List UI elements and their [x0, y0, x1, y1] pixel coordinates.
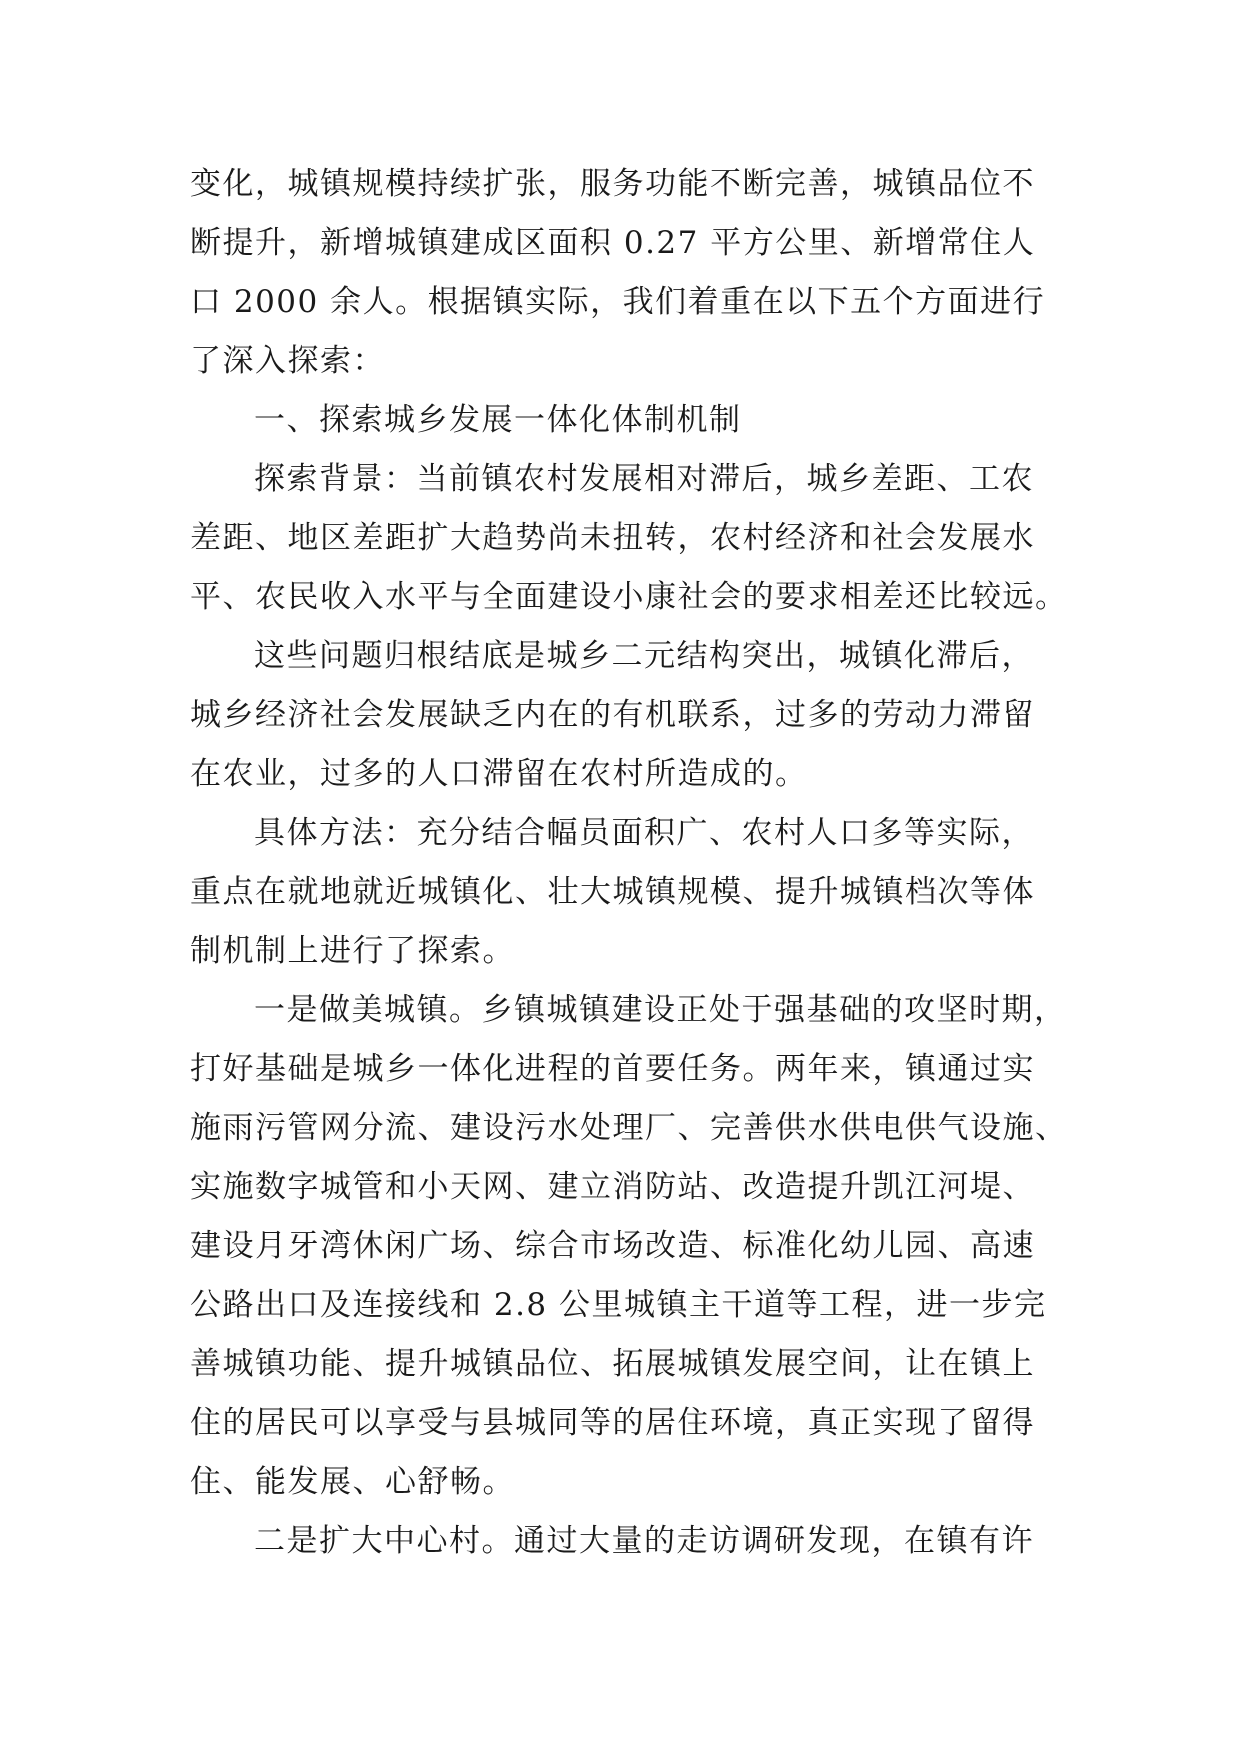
text-line: 重点在就地就近城镇化、壮大城镇规模、提升城镇档次等体: [190, 874, 1035, 910]
text-line: 实施数字城管和小天网、建立消防站、改造提升凯江河堤、: [190, 1169, 1035, 1205]
text-line: 在农业，过多的人口滞留在农村所造成的。: [190, 756, 808, 792]
text-line: 具体方法：充分结合幅员面积广、农村人口多等实际，: [254, 815, 1034, 851]
text-line: 打好基础是城乡一体化进程的首要任务。两年来，镇通过实: [190, 1051, 1035, 1087]
body-text: [190, 155, 1070, 1571]
section-heading: 一、探索城乡发展一体化体制机制: [254, 402, 742, 438]
text-line: 住的居民可以享受与县城同等的居住环境，真正实现了留得: [190, 1405, 1035, 1441]
text-line: 制机制上进行了探索。: [190, 933, 515, 969]
text-line: 公路出口及连接线和 2.8 公里城镇主干道等工程，进一步完: [190, 1287, 1047, 1323]
text-line: 善城镇功能、提升城镇品位、拓展城镇发展空间，让在镇上: [190, 1346, 1035, 1382]
text-line: 断提升，新增城镇建成区面积 0.27 平方公里、新增常住人: [190, 225, 1036, 261]
text-line: 二是扩大中心村。通过大量的走访调研发现，在镇有许: [254, 1523, 1034, 1559]
text-line: 探索背景：当前镇农村发展相对滞后，城乡差距、工农: [254, 461, 1034, 497]
text-line: 施雨污管网分流、建设污水处理厂、完善供水供电供气设施、: [190, 1110, 1068, 1146]
text-line: 这些问题归根结底是城乡二元结构突出，城镇化滞后，: [254, 638, 1034, 674]
text-line: 差距、地区差距扩大趋势尚未扭转，农村经济和社会发展水: [190, 520, 1035, 556]
text-line: 城乡经济社会发展缺乏内在的有机联系，过多的劳动力滞留: [190, 697, 1035, 733]
text-line: 建设月牙湾休闲广场、综合市场改造、标准化幼儿园、高速: [190, 1228, 1035, 1264]
text-line: 口 2000 余人。根据镇实际，我们着重在以下五个方面进行: [190, 284, 1046, 320]
text-line: 平、农民收入水平与全面建设小康社会的要求相差还比较远。: [190, 579, 1068, 615]
text-line: 一是做美城镇。乡镇城镇建设正处于强基础的攻坚时期，: [254, 992, 1067, 1028]
text-line: 住、能发展、心舒畅。: [190, 1464, 515, 1500]
text-line: 变化，城镇规模持续扩张，服务功能不断完善，城镇品位不: [190, 166, 1035, 202]
text-line: 了深入探索：: [190, 343, 385, 379]
